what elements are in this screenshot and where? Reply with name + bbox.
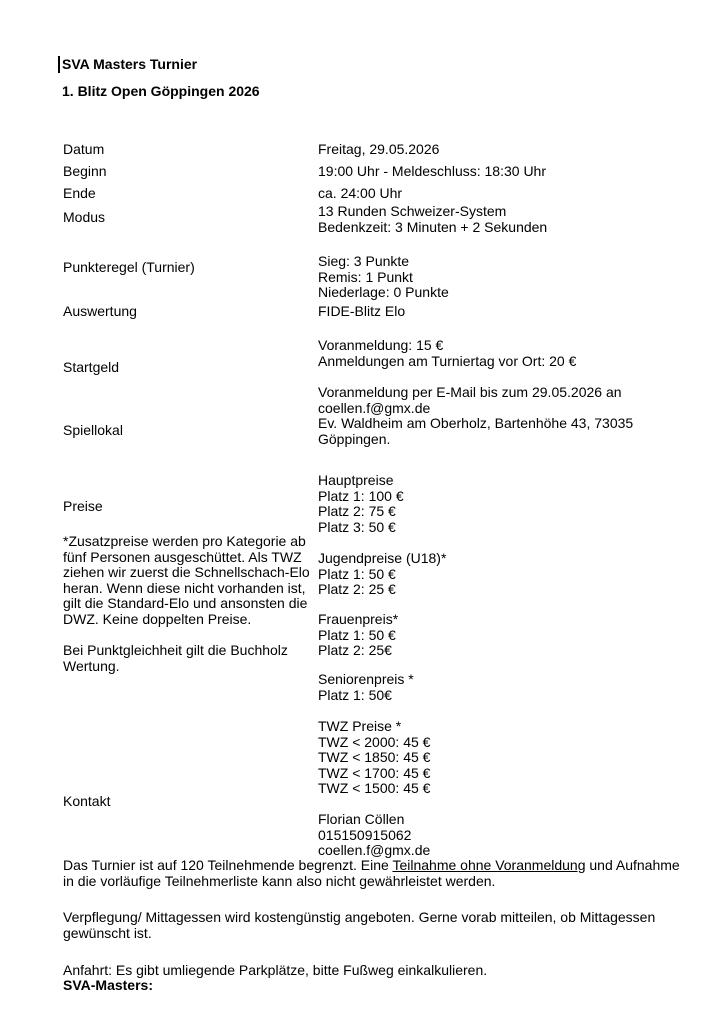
startgeld-line: Anmeldungen am Turniertag vor Ort: 20 € [318, 352, 577, 369]
field-value-startgeld-registration [318, 385, 622, 416]
field-value-spiellokal [318, 416, 633, 447]
prize-note-line: DWZ. Keine doppelten Preise. [63, 610, 252, 627]
prize-item: Platz 1: 50 € [318, 626, 396, 643]
prize-item: Platz 1: 100 € [318, 487, 404, 504]
field-value-punkteregel [318, 254, 449, 301]
punkteregel-line: Remis: 1 Punkt [318, 268, 413, 285]
field-label-ende: Ende [63, 185, 96, 201]
participant-limit-line [63, 858, 680, 874]
prize-group-seniorenpreis [318, 672, 414, 703]
field-label-modus: Modus [63, 209, 106, 225]
modus-line: 13 Runden Schweizer-System [318, 203, 507, 219]
prize-group-heading: TWZ Preise * [318, 718, 402, 734]
contact-phone: 015150915062 [318, 826, 412, 843]
prize-group-heading: Seniorenpreis * [318, 671, 414, 687]
prize-item: Platz 2: 25€ [318, 642, 392, 658]
prize-group-hauptpreise [318, 473, 404, 535]
footer-heading: SVA-Masters: [63, 977, 153, 993]
punkteregel-line: Sieg: 3 Punkte [318, 253, 410, 269]
participant-limit-note [63, 858, 680, 889]
field-label-punkteregel: Punkteregel (Turnier) [63, 259, 195, 275]
startgeld-line: Voranmeldung: 15 € [318, 337, 444, 353]
spiellokal-line: Göppingen. [318, 430, 391, 447]
tiebreak-note-line: Wertung. [63, 657, 120, 674]
contact-email: coellen.f@gmx.de [318, 842, 431, 858]
prize-note [63, 534, 310, 627]
prize-item: Platz 2: 25 € [318, 581, 396, 597]
prize-item: Platz 1: 50€ [318, 686, 392, 703]
field-value-ende: ca. 24:00 Uhr [318, 185, 403, 201]
catering-line: gewünscht ist. [63, 924, 152, 941]
participant-limit-line: in die vorläufige Teilnehmerliste kann also nicht gewährleistet werden. [63, 872, 496, 889]
field-label-auswertung: Auswertung [63, 303, 137, 319]
underlined-text: Teilnahme ohne Voranmeldung [392, 857, 586, 873]
prize-item: TWZ < 2000: 45 € [318, 733, 431, 750]
document-title: SVA Masters Turnier [62, 56, 198, 72]
field-value-auswertung: FIDE-Blitz Elo [318, 303, 406, 319]
limit-text-post: und Aufnahme [585, 857, 680, 873]
prize-group-frauenpreis [318, 612, 398, 659]
prize-item: TWZ < 1500: 45 € [318, 780, 431, 796]
prize-item: Platz 1: 50 € [318, 565, 396, 582]
startgeld-line: Voranmeldung per E-Mail bis zum 29.05.2026 an [318, 384, 622, 400]
limit-text-pre: Das Turnier ist auf 120 Teilnehmende begrenzt. Eine [63, 857, 393, 873]
spiellokal-line: Ev. Waldheim am Oberholz, Bartenhöhe 43, 73035 [318, 415, 634, 431]
event-title: 1. Blitz Open Göppingen 2026 [62, 83, 260, 99]
prize-group-heading: Frauenpreis* [318, 611, 399, 627]
field-label-spiellokal: Spiellokal [63, 422, 123, 438]
directions-note: Anfahrt: Es gibt umliegende Parkplätze, bitte Fußweg einkalkulieren. [63, 962, 488, 978]
field-label-datum: Datum [63, 141, 105, 157]
prize-group-heading: Hauptpreise [318, 472, 394, 488]
field-label-beginn: Beginn [63, 163, 107, 179]
field-label-kontakt: Kontakt [63, 793, 111, 809]
prize-note-line: *Zusatzpreise werden pro Kategorie ab [63, 533, 306, 549]
prize-group-jugendpreise [318, 551, 446, 598]
prize-note-line: fünf Personen ausgeschüttet. Als TWZ [63, 548, 302, 565]
prize-note-line: heran. Wenn diese nicht vorhanden ist, [63, 579, 306, 596]
catering-note [63, 910, 655, 941]
punkteregel-line: Niederlage: 0 Punkte [318, 284, 449, 300]
field-label-startgeld: Startgeld [63, 359, 120, 375]
field-value-kontakt [318, 812, 430, 859]
prize-item: Platz 2: 75 € [318, 503, 396, 519]
prize-note-line: ziehen wir zuerst die Schnellschach-Elo [63, 564, 310, 580]
prize-group-twz [318, 719, 430, 797]
prize-item: TWZ < 1850: 45 € [318, 749, 431, 765]
prize-item: TWZ < 1700: 45 € [318, 764, 431, 781]
field-value-datum: Freitag, 29.05.2026 [318, 141, 440, 157]
field-value-beginn: 19:00 Uhr - Meldeschluss: 18:30 Uhr [318, 163, 546, 179]
prize-note-line: gilt die Standard-Elo und ansonsten die [63, 595, 308, 611]
prize-group-heading: Jugendpreise (U18)* [318, 550, 447, 566]
text-cursor [58, 56, 60, 73]
catering-line: Verpflegung/ Mittagessen wird kostengünstig angeboten. Gerne vorab mitteilen, ob Mittagessen [63, 909, 656, 925]
contact-name: Florian Cöllen [318, 811, 405, 827]
modus-line: Bedenkzeit: 3 Minuten + 2 Sekunden [318, 218, 548, 235]
prize-item: Platz 3: 50 € [318, 518, 396, 535]
field-label-preise: Preise [63, 498, 103, 514]
tiebreak-note-line: Bei Punktgleichheit gilt die Buchholz [63, 642, 288, 658]
field-value-modus [318, 204, 547, 235]
field-value-startgeld-fees [318, 338, 576, 369]
tiebreak-note [63, 643, 288, 674]
registration-email: coellen.f@gmx.de [318, 399, 431, 416]
